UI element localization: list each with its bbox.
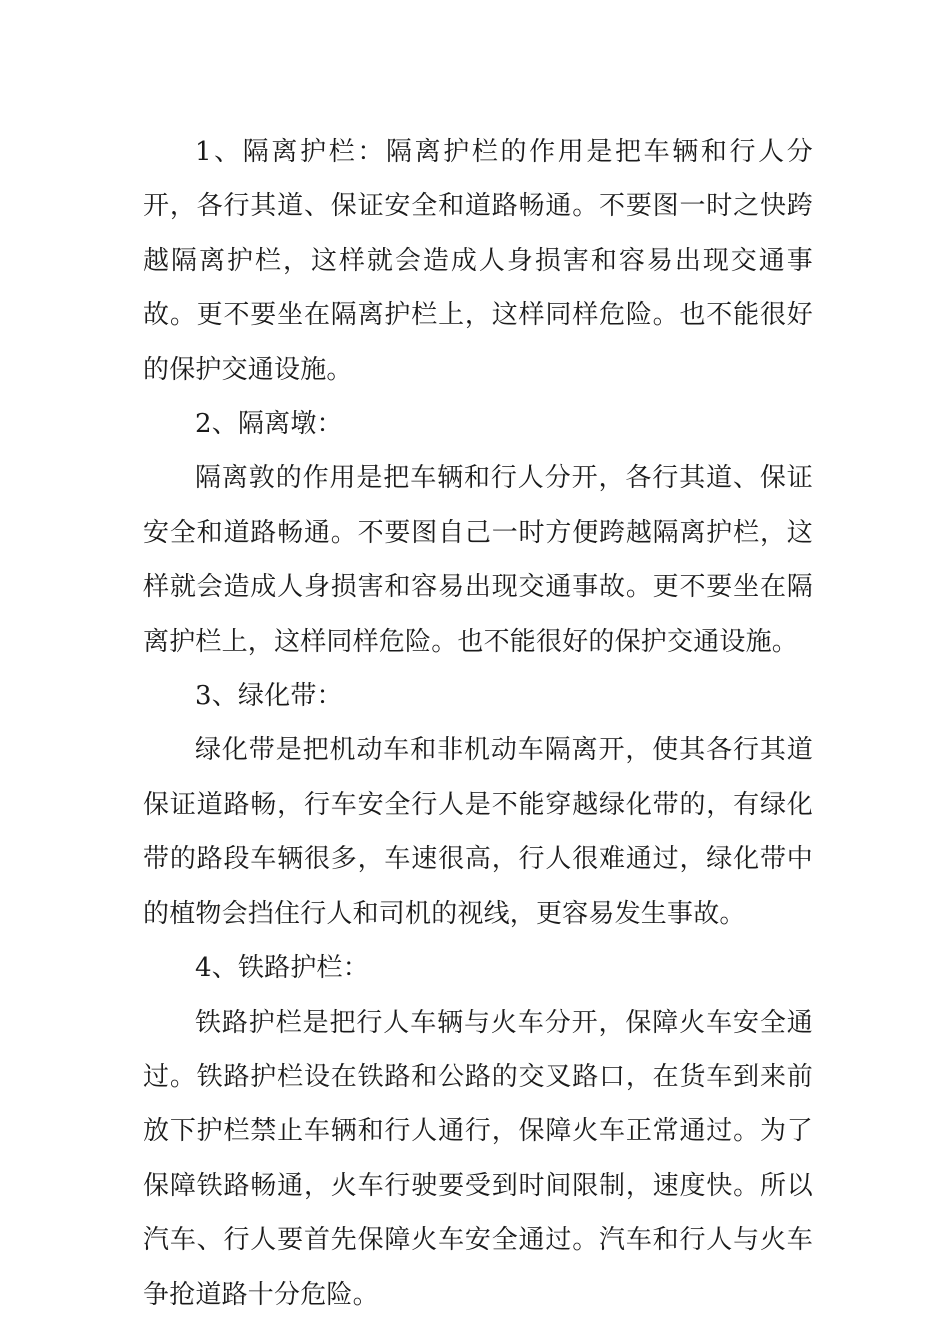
paragraph-isolation-guardrail: 1、隔离护栏：隔离护栏的作用是把车辆和行人分开，各行其道、保证安全和道路畅通。不要图一时之快跨越隔离护栏，这样就会造成人身损害和容易出现交通事故。更不要坐在隔离护栏上，这样同样危险。也不能很好的保护交通设施。: [143, 137, 813, 385]
heading-isolation-pier: 2、隔离墩：: [195, 409, 343, 440]
paragraph-isolation-pier: 隔离敦的作用是把车辆和行人分开，各行其道、保证安全和道路畅通。不要图自己一时方便跨越隔离护栏，这样就会造成人身损害和容易出现交通事故。更不要坐在隔离护栏上，这样同样危险。也不能很好的保护交通设施。: [143, 463, 813, 657]
paragraph-green-belt: 绿化带是把机动车和非机动车隔离开，使其各行其道保证道路畅，行车安全行人是不能穿越绿化带的，有绿化带的路段车辆很多，车速很高，行人很难通过，绿化带中的植物会挡住行人和司机的视线，更容易发生事故。: [143, 735, 813, 929]
paragraph-railway-guardrail: 铁路护栏是把行人车辆与火车分开，保障火车安全通过。铁路护栏设在铁路和公路的交叉路口，在货车到来前放下护栏禁止车辆和行人通行，保障火车正常通过。为了保障铁路畅通，火车行驶要受到时间限制，速度快。所以汽车、行人要首先保障火车安全通过。汽车和行人与火车争抢道路十分危险。: [143, 1007, 813, 1310]
document-body: [143, 125, 813, 1322]
heading-green-belt: 3、绿化带：: [195, 681, 343, 712]
heading-railway-guardrail: 4、铁路护栏：: [195, 953, 369, 984]
